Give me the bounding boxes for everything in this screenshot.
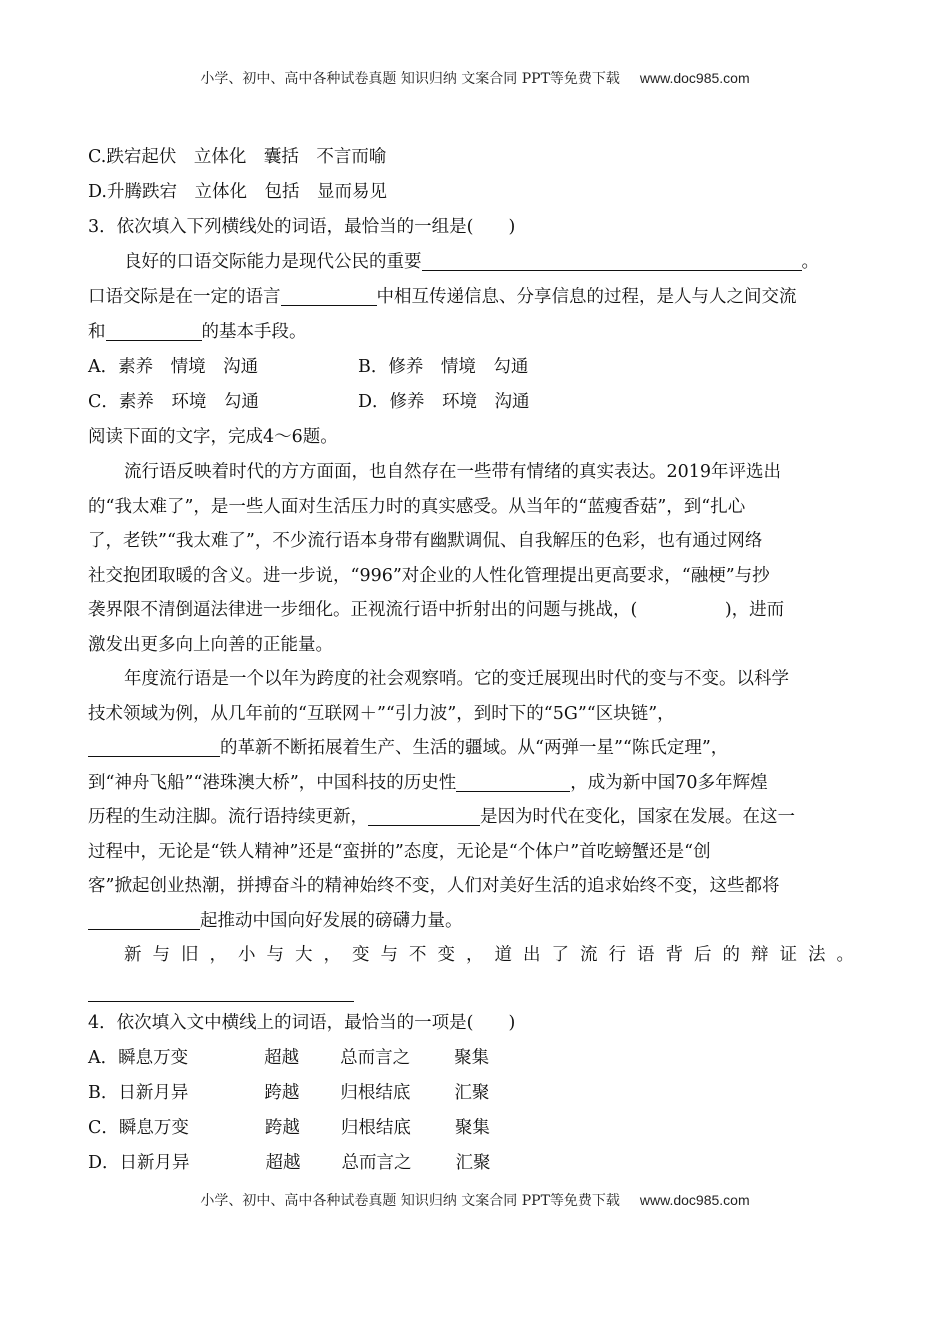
- para1-line: 激发出更多向上向善的正能量。: [88, 634, 333, 655]
- para2-line: 客”掀起创业热潮，拼搏奋斗的精神始终不变，人们对美好生活的追求始终不变，这些都将: [88, 876, 780, 896]
- q3-option-a: A．素养 情境 沟通: [88, 357, 259, 377]
- option-word: 跨越: [264, 1118, 300, 1138]
- footer-text: 小学、初中、高中各种试卷真题 知识归纳 文案合同 PPT等免费下载: [200, 1193, 620, 1209]
- q3-options-row-1: [88, 350, 864, 385]
- option-word: 日新月异: [119, 1153, 190, 1173]
- option-word: 总而言之: [340, 1048, 411, 1068]
- q4-option-b: [88, 1076, 864, 1111]
- para2-text: 的革新不断拓展着生产、生活的疆域。从“两弹一星”“陈氏定理”，: [220, 738, 729, 758]
- option-word: 超越: [264, 1048, 300, 1068]
- q3-blank-1: [422, 248, 802, 271]
- passage-blank-5: [88, 979, 354, 1002]
- passage-blank-4: [88, 907, 200, 930]
- para1-line: 的“我太难了”，是一些人面对生活压力时的真实感受。从当年的“蓝瘦香菇”，到“扎心: [88, 496, 746, 517]
- passage-blank-1: [88, 734, 220, 757]
- q3-option-c: C．素养 环境 勾通: [88, 392, 259, 412]
- passage-intro: 阅读下面的文字，完成4～6题。: [88, 427, 338, 447]
- page-content: [88, 140, 864, 1181]
- q4-option-c: [88, 1111, 864, 1146]
- para3-line: 新与旧，小与大，变与不变，道出了流行语背后的辩证法。: [124, 945, 865, 965]
- para2-line-blank-4: [88, 904, 864, 939]
- q3-text-3a: 和: [88, 322, 106, 342]
- q3-passage-line-1: [88, 245, 864, 280]
- q3-text-1-end: 。: [801, 252, 819, 272]
- option-word: 聚集: [454, 1118, 490, 1138]
- q3-text-2b: 中相互传递信息、分享信息的过程，是人与人之间交流: [376, 287, 797, 307]
- para2-line: 过程中，无论是“铁人精神”还是“蛮拼的”态度，无论是“个体户”首吃螃蟹还是“创: [88, 841, 711, 862]
- q3-text-2a: 口语交际是在一定的语言: [88, 287, 281, 307]
- option-word: 瞬息万变: [118, 1118, 189, 1138]
- para2-line: 技术领域为例，从几年前的“互联网＋”“引力波”，到时下的“5G”“区块链”，: [88, 703, 675, 724]
- q3-text-1: 良好的口语交际能力是现代公民的重要: [124, 252, 422, 272]
- para2-text: 起推动中国向好发展的磅礴力量。: [200, 910, 463, 931]
- option-word: 日新月异: [118, 1083, 189, 1103]
- q4-option-d: [88, 1146, 864, 1181]
- page-footer: [0, 1190, 950, 1210]
- para2-line-blank-2: [88, 766, 864, 801]
- para1-line: 社交抱团取暖的含义。进一步说，“996”对企业的人性化管理提出更高要求，“融梗”与抄: [88, 565, 770, 586]
- option-word: 归根结底: [340, 1118, 411, 1138]
- para2-line-blank-1: [88, 731, 864, 766]
- para1-line: 袭界限不清倒逼法律进一步细化。正视流行语中折射出的问题与挑战，( )，进而: [88, 600, 785, 620]
- passage-blank-3: [368, 803, 480, 826]
- q3-blank-2: [281, 283, 377, 306]
- option-label: A．: [88, 1048, 119, 1068]
- q3-option-d: D．修养 环境 沟通: [358, 392, 530, 412]
- option-label: B．: [88, 1083, 119, 1103]
- option-word: 总而言之: [341, 1153, 412, 1173]
- para2-text: ，成为新中国70多年辉煌: [570, 772, 768, 793]
- q3-options-row-2: [88, 385, 864, 420]
- page-header: [0, 68, 950, 88]
- q3-option-b: B．修养 情境 勾通: [358, 357, 529, 377]
- para1-line: 流行语反映着时代的方方面面，也自然存在一些带有情绪的真实表达。2019年评选出: [124, 462, 782, 482]
- option-word: 归根结底: [340, 1083, 411, 1103]
- footer-site-link[interactable]: www.doc985.com: [639, 1192, 750, 1208]
- para3-blank-line: [88, 976, 864, 1006]
- q3-stem: 3．依次填入下列横线处的词语，最恰当的一组是( ): [88, 217, 516, 237]
- option-word: 超越: [265, 1153, 301, 1173]
- option-label: D．: [88, 1153, 120, 1173]
- q3-passage-line-2: [88, 280, 864, 315]
- q3-passage-line-3: [88, 315, 864, 350]
- option-label: C．: [88, 1118, 119, 1138]
- para2-line: 年度流行语是一个以年为跨度的社会观察哨。它的变迁展现出时代的变与不变。以科学: [124, 669, 789, 689]
- option-word: 汇聚: [455, 1153, 491, 1173]
- q2-option-d: D.升腾跌宕 立体化 包括 显而易见: [88, 182, 387, 202]
- header-site-link[interactable]: www.doc985.com: [639, 70, 750, 86]
- q3-blank-3: [106, 318, 202, 341]
- q2-option-c: C.跌宕起伏 立体化 囊括 不言而喻: [88, 147, 387, 167]
- para2-line-blank-3: [88, 800, 864, 835]
- option-word: 跨越: [264, 1083, 300, 1103]
- para1-line: 了，老铁”“我太难了”，不少流行语本身带有幽默调侃、自我解压的色彩，也有通过网络: [88, 531, 763, 551]
- para2-text: 是因为时代在变化，国家在发展。在这一: [480, 807, 795, 827]
- passage-blank-2: [456, 769, 570, 792]
- option-word: 汇聚: [454, 1083, 490, 1103]
- header-text: 小学、初中、高中各种试卷真题 知识归纳 文案合同 PPT等免费下载: [200, 71, 620, 87]
- option-word: 瞬息万变: [118, 1048, 189, 1068]
- q4-option-a: [88, 1041, 864, 1076]
- para2-text: 到“神舟飞船”“港珠澳大桥”，中国科技的历史性: [88, 772, 457, 793]
- para2-text: 历程的生动注脚。流行语持续更新，: [88, 807, 368, 827]
- q4-stem: 4．依次填入文中横线上的词语，最恰当的一项是( ): [88, 1013, 516, 1033]
- option-word: 聚集: [454, 1048, 490, 1068]
- q3-text-3b: 的基本手段。: [201, 322, 307, 342]
